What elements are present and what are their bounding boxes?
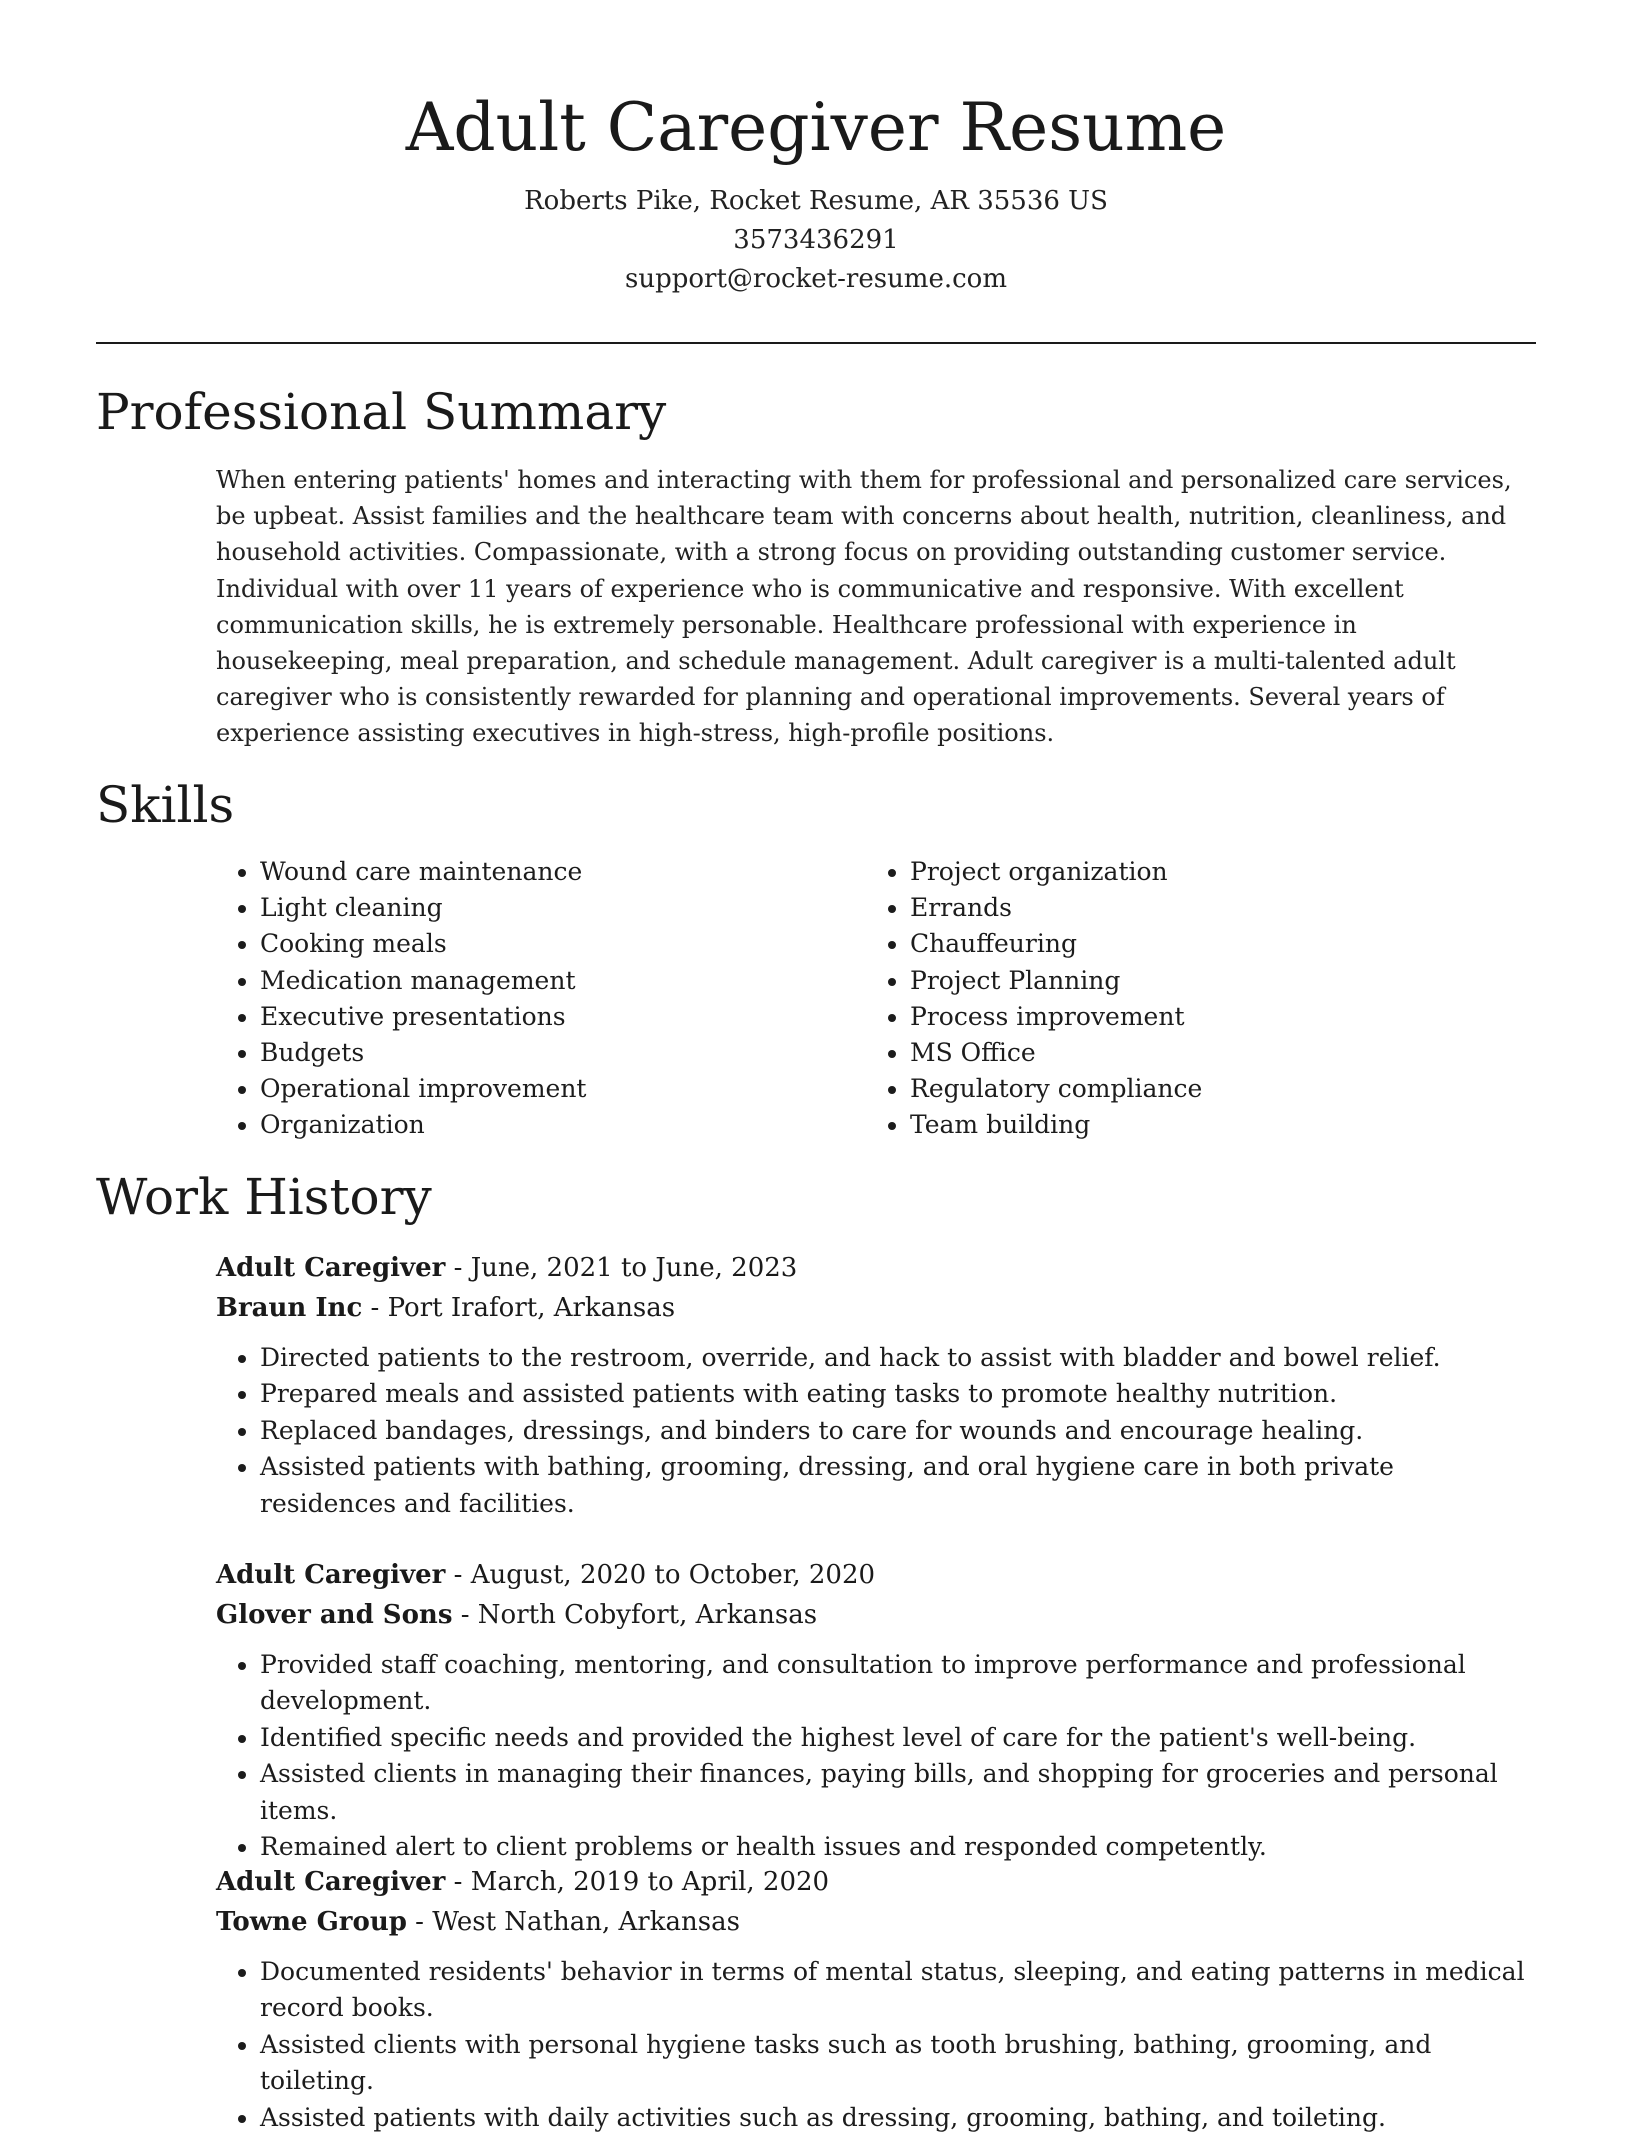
- job-bullet: • Assisted patients with bathing, grooming, dressing, and oral hygiene care in both private residences and facilities.: [260, 1449, 1528, 1522]
- job-dates: August, 2020 to October, 2020: [470, 1560, 876, 1590]
- skill-item: • Project Planning: [910, 963, 1516, 999]
- skills-column-right: [866, 854, 1516, 1144]
- job-location: West Nathan, Arkansas: [432, 1907, 740, 1937]
- skill-item: • Wound care maintenance: [260, 854, 866, 890]
- job-entry: [216, 1248, 1536, 1522]
- skill-item: • Light cleaning: [260, 890, 866, 926]
- summary-text: When entering patients' homes and interacting with them for professional and personalized care services, be upbeat. Assist families and the healthcare team with concerns about health, nutrition, cleanliness, and household activities. Compassionate, with a strong focus on providing outstanding customer service. Individual with over 11 years of experience who is communicative and responsive. With excellent communication skills, he is extremely personable. Healthcare professional with experience in housekeeping, meal preparation, and schedule management. Adult caregiver is a multi-talented adult caregiver who is consistently rewarded for planning and operational improvements. Several years of experience assisting executives in high-stress, high-profile positions.: [216, 466, 1512, 748]
- skill-item: • Chauffeuring: [910, 926, 1516, 962]
- skill-item: • Process improvement: [910, 999, 1516, 1035]
- skill-item: • Project organization: [910, 854, 1516, 890]
- job-entry: [216, 1555, 1536, 1865]
- job-bullet: • Remained alert to client problems or health issues and responded competently.: [260, 1829, 1528, 1865]
- job-bullets: [216, 1647, 1528, 1865]
- skills-heading: Skills: [96, 776, 235, 834]
- skill-item: • Medication management: [260, 963, 866, 999]
- header-divider: [96, 342, 1536, 344]
- job-bullet: • Documented residents' behavior in terms of mental status, sleeping, and eating patterns in medical record books.: [260, 1954, 1528, 2027]
- job-bullet: • Prepared meals and assisted patients with eating tasks to promote healthy nutrition.: [260, 1376, 1528, 1412]
- resume-title: Adult Caregiver Resume: [405, 89, 1227, 166]
- job-title-line: Adult Caregiver - August, 2020 to October, 2020: [216, 1560, 876, 1590]
- job-bullet: • Identified specific needs and provided the highest level of care for the patient's well-being.: [260, 1720, 1528, 1756]
- skill-item: • Errands: [910, 890, 1516, 926]
- work-history-heading: Work History: [96, 1168, 432, 1226]
- job-dates: June, 2021 to June, 2023: [470, 1253, 798, 1283]
- job-company-line: Towne Group - West Nathan, Arkansas: [216, 1907, 740, 1937]
- job-bullet: • Replaced bandages, dressings, and binders to care for wounds and encourage healing.: [260, 1413, 1528, 1449]
- job-bullet: • Assisted patients with daily activities such as dressing, grooming, bathing, and toileting.: [260, 2100, 1528, 2136]
- job-company-line: Glover and Sons - North Cobyfort, Arkansas: [216, 1600, 818, 1630]
- job-title-line: Adult Caregiver - June, 2021 to June, 2023: [216, 1253, 798, 1283]
- job-title-line: Adult Caregiver - March, 2019 to April, 2020: [216, 1867, 830, 1897]
- job-entry: [216, 1862, 1536, 2136]
- job-location: Port Irafort, Arkansas: [387, 1293, 676, 1323]
- skill-item: • Regulatory compliance: [910, 1071, 1516, 1107]
- contact-block: [0, 182, 1632, 299]
- contact-phone: 3573436291: [733, 225, 899, 255]
- job-title: Adult Caregiver: [216, 1253, 446, 1283]
- job-bullet: • Provided staff coaching, mentoring, and consultation to improve performance and professional development.: [260, 1647, 1528, 1720]
- skill-item: • Operational improvement: [260, 1071, 866, 1107]
- contact-address: Roberts Pike, Rocket Resume, AR 35536 US: [524, 186, 1108, 216]
- job-company-line: Braun Inc - Port Irafort, Arkansas: [216, 1293, 676, 1323]
- job-bullet: • Directed patients to the restroom, override, and hack to assist with bladder and bowel relief.: [260, 1340, 1528, 1376]
- skill-item: • Budgets: [260, 1035, 866, 1071]
- skills-column-left: [216, 854, 866, 1144]
- resume-header: [0, 0, 1632, 299]
- job-bullets: [216, 1340, 1528, 1522]
- contact-email: support@rocket-resume.com: [624, 264, 1007, 294]
- summary-heading: Professional Summary: [96, 383, 667, 441]
- job-company: Glover and Sons: [216, 1600, 453, 1630]
- job-location: North Cobyfort, Arkansas: [477, 1600, 818, 1630]
- job-dates: March, 2019 to April, 2020: [470, 1867, 830, 1897]
- job-title: Adult Caregiver: [216, 1867, 446, 1897]
- job-title: Adult Caregiver: [216, 1560, 446, 1590]
- skills-list: [216, 854, 1536, 1144]
- job-bullet: • Assisted clients with personal hygiene tasks such as tooth brushing, bathing, grooming, and toileting.: [260, 2027, 1528, 2100]
- skill-item: • MS Office: [910, 1035, 1516, 1071]
- job-company: Braun Inc: [216, 1293, 363, 1323]
- job-bullet: • Assisted clients in managing their finances, paying bills, and shopping for groceries and personal items.: [260, 1756, 1528, 1829]
- job-company: Towne Group: [216, 1907, 407, 1937]
- skill-item: • Organization: [260, 1107, 866, 1143]
- skill-item: • Cooking meals: [260, 926, 866, 962]
- skill-item: • Team building: [910, 1107, 1516, 1143]
- job-bullets: [216, 1954, 1528, 2136]
- skill-item: • Executive presentations: [260, 999, 866, 1035]
